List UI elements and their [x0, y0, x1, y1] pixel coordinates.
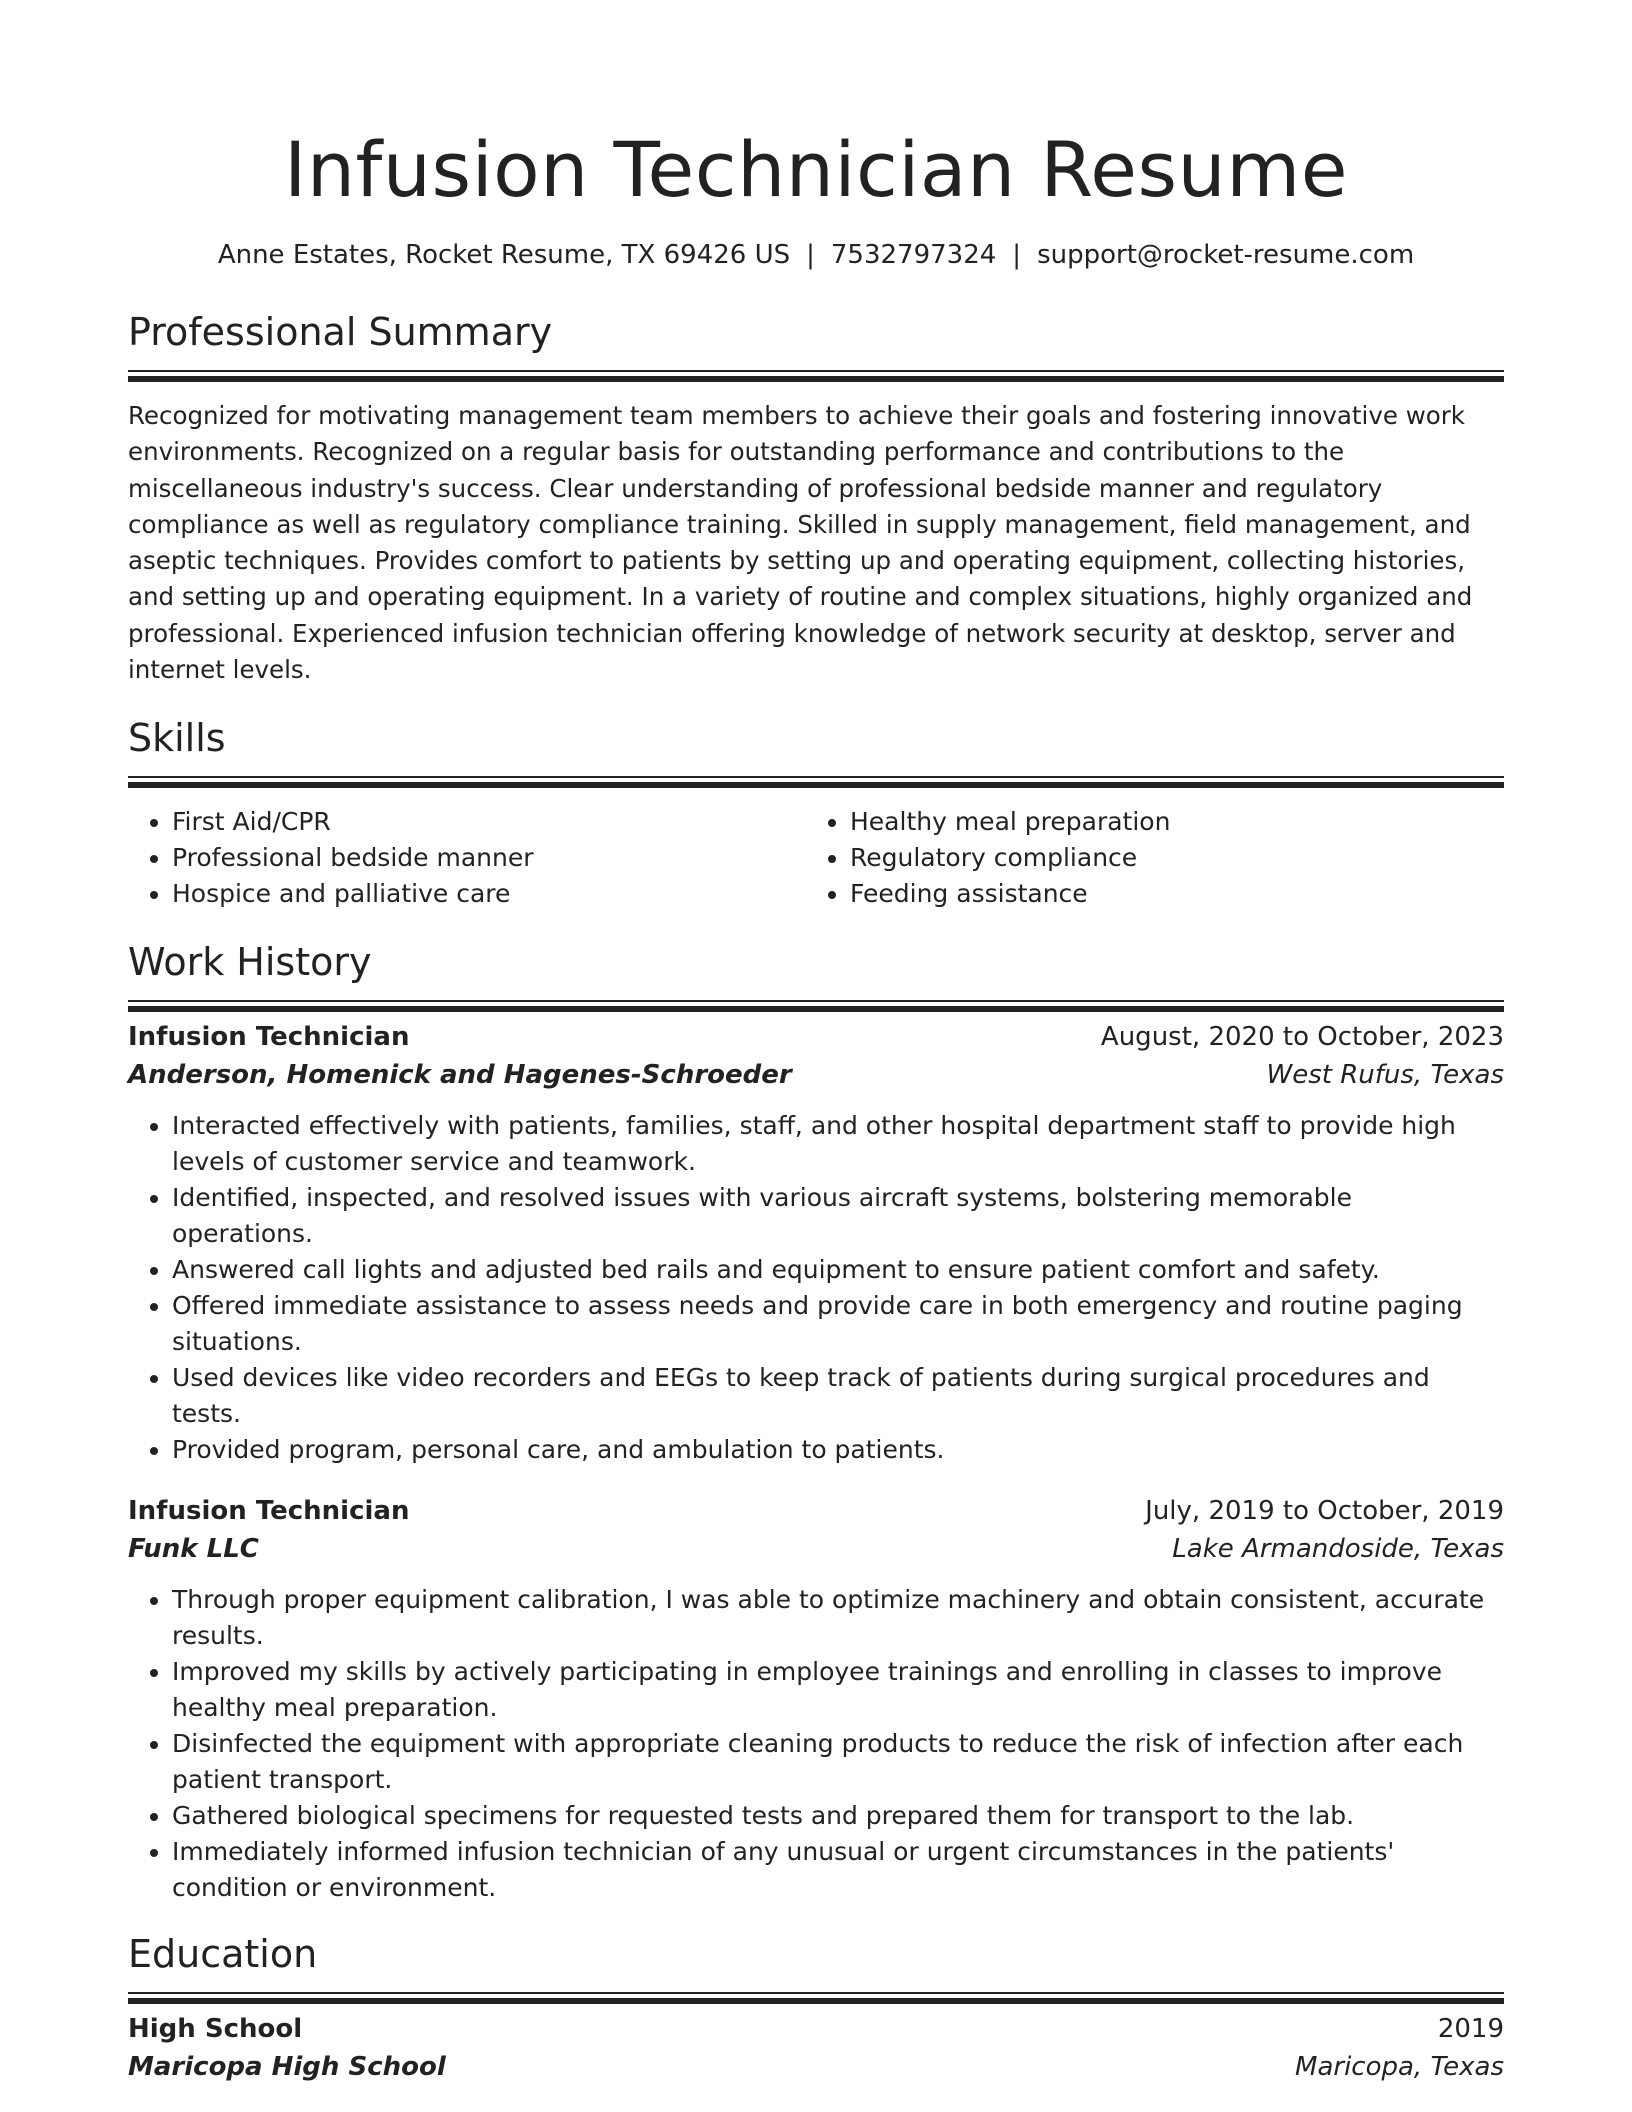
- job-bullet: • Disinfected the equipment with appropriate cleaning products to reduce the risk of infection after each patient transport.: [172, 1726, 1504, 1798]
- job-bullet: • Immediately informed infusion technician of any unusual or urgent circumstances in the patients' condition or environment.: [172, 1834, 1504, 1906]
- job-company: Anderson, Homenick and Hagenes-Schroeder: [128, 1060, 792, 1091]
- summary-heading: Professional Summary: [128, 310, 553, 354]
- skill-item: • Regulatory compliance: [850, 840, 1484, 876]
- job-bullet: • Answered call lights and adjusted bed rails and equipment to ensure patient comfort and safety.: [172, 1252, 1504, 1288]
- job-subheader: [128, 1056, 1504, 1094]
- job-bullet: • Improved my skills by actively participating in employee trainings and enrolling in classes to improve healthy meal preparation.: [172, 1654, 1504, 1726]
- job-bullets: [128, 1108, 1504, 1468]
- education-year: 2019: [1437, 2014, 1504, 2045]
- skill-item: • Healthy meal preparation: [850, 804, 1484, 840]
- job-bullet: • Gathered biological specimens for requested tests and prepared them for transport to the lab.: [172, 1798, 1504, 1834]
- skills-list-left: [128, 804, 806, 912]
- skills-list-right: [806, 804, 1484, 912]
- contact-separator: |: [1012, 240, 1022, 270]
- education-degree: High School: [128, 2014, 303, 2045]
- job-dates: August, 2020 to October, 2023: [1100, 1022, 1504, 1053]
- job-header: [128, 1492, 1504, 1530]
- education-school: Maricopa High School: [128, 2052, 446, 2083]
- education-subheader: [128, 2048, 1504, 2086]
- job-title: Infusion Technician: [128, 1496, 410, 1527]
- contact-separator: |: [806, 240, 815, 270]
- job-bullets: [128, 1582, 1504, 1906]
- job-bullet: • Provided program, personal care, and ambulation to patients.: [172, 1432, 1504, 1468]
- job-bullet: • Used devices like video recorders and EEGs to keep track of patients during surgical procedures and tests.: [172, 1360, 1504, 1432]
- job-bullet: • Identified, inspected, and resolved issues with various aircraft systems, bolstering memorable operations.: [172, 1180, 1504, 1252]
- education-heading: Education: [128, 1932, 318, 1977]
- job-bullet: • Offered immediate assistance to assess needs and provide care in both emergency and routine paging situations.: [172, 1288, 1504, 1360]
- section-divider: [128, 1000, 1504, 1002]
- education-entry: [128, 2010, 1504, 2086]
- job-title: Infusion Technician: [128, 1022, 410, 1053]
- skills-columns: [128, 804, 1504, 912]
- job-location: West Rufus, Texas: [1266, 1060, 1504, 1091]
- job-entry: [128, 1018, 1504, 1468]
- work-section: [128, 938, 1504, 1906]
- job-bullet: • Through proper equipment calibration, I was able to optimize machinery and obtain consistent, accurate results.: [172, 1582, 1504, 1654]
- page-title: Infusion Technician Resume: [283, 125, 1349, 214]
- job-location: Lake Armandoside, Texas: [1172, 1534, 1504, 1565]
- work-heading: Work History: [128, 940, 372, 985]
- summary-section: [128, 308, 1504, 688]
- job-header: [128, 1018, 1504, 1056]
- job-entry: [128, 1492, 1504, 1906]
- section-divider: [128, 1992, 1504, 1994]
- job-bullet: • Interacted effectively with patients, families, staff, and other hospital department staff to provide high levels of customer service and teamwork.: [172, 1108, 1504, 1180]
- contact-email[interactable]: support@rocket-resume.com: [1037, 240, 1415, 270]
- job-subheader: [128, 1530, 1504, 1568]
- skill-item: • Feeding assistance: [850, 876, 1484, 912]
- skill-item: • Hospice and palliative care: [172, 876, 806, 912]
- education-location: Maricopa, Texas: [1295, 2052, 1504, 2083]
- education-section: [128, 1930, 1504, 2086]
- skills-heading: Skills: [128, 716, 226, 761]
- section-divider: [128, 776, 1504, 778]
- skills-section: [128, 714, 1504, 912]
- skill-item: • Professional bedside manner: [172, 840, 806, 876]
- summary-text: Recognized for motivating management team members to achieve their goals and fostering innovative work environments. Recognized on a regular basis for outstanding performance and contributions to the miscellaneous industry's success. Clear understanding of professional bedside manner and regulatory compliance as well as regulatory compliance training. Skilled in supply management, field management, and aseptic techniques. Provides comfort to patients by setting up and operating equipment, collecting histories, and setting up and operating equipment. In a variety of routine and complex situations, highly organized and professional. Experienced infusion technician offering knowledge of network security at desktop, server and internet levels.: [128, 401, 1473, 685]
- contact-address: Anne Estates, Rocket Resume, TX 69426 US: [217, 240, 791, 270]
- contact-line: [128, 238, 1504, 272]
- job-company: Funk LLC: [128, 1534, 259, 1565]
- contact-phone: 7532797324: [830, 240, 997, 270]
- resume-page: [128, 0, 1504, 2086]
- job-dates: July, 2019 to October, 2019: [1145, 1496, 1504, 1527]
- section-divider: [128, 370, 1504, 372]
- skill-item: • First Aid/CPR: [172, 804, 806, 840]
- education-header: [128, 2010, 1504, 2048]
